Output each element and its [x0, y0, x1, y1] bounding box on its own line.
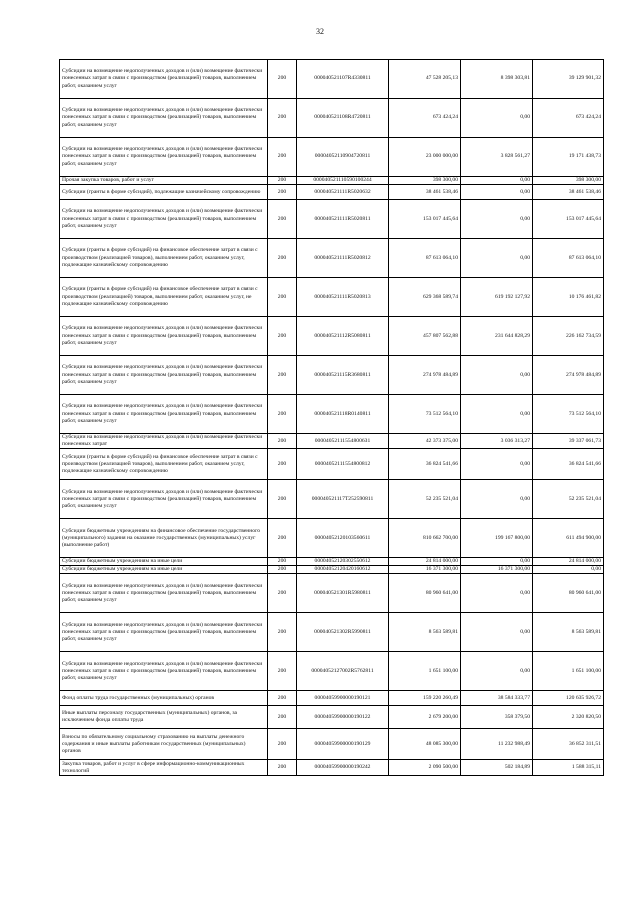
remaining-amount-cell: 226 162 734,59: [533, 317, 604, 356]
line-code-cell: 200: [268, 356, 297, 395]
approved-amount-cell: 398 300,00: [389, 177, 461, 185]
remaining-amount-cell: 36 852 311,51: [533, 729, 604, 760]
executed-amount-cell: 0,00: [461, 480, 533, 519]
expense-name-cell: Прочая закупка товаров, работ и услуг: [60, 177, 268, 185]
remaining-amount-cell: 39 129 901,32: [533, 60, 604, 99]
expense-name-cell: Субсидии на возмещение недополученных доходов и (или) возмещение фактически понесенных затрат в связи с производством (реализацией) товаров, выполнением работ, оказанием услуг: [60, 200, 268, 239]
expense-name-cell: Взносы по обязательному социальному страхованию на выплаты денежного содержания и иные выплаты работникам государственных (муниципальных) органов: [60, 729, 268, 760]
table-row: [60, 99, 604, 138]
budget-code-cell: 000040521111R5020813: [297, 278, 389, 317]
remaining-amount-cell: 673 424,24: [533, 99, 604, 138]
approved-amount-cell: 274 978 484,89: [389, 356, 461, 395]
remaining-amount-cell: 52 235 521,04: [533, 480, 604, 519]
table-row: [60, 317, 604, 356]
expense-name-cell: Субсидии на возмещение недополученных доходов и (или) возмещение фактически понесенных затрат в связи с производством (реализацией) товаров, выполнением работ, оказанием услуг: [60, 574, 268, 613]
table-row: [60, 177, 604, 185]
executed-amount-cell: 0,00: [461, 395, 533, 434]
executed-amount-cell: 0,00: [461, 239, 533, 278]
approved-amount-cell: 153 017 445,64: [389, 200, 461, 239]
executed-amount-cell: 0,00: [461, 356, 533, 395]
table-row: [60, 574, 604, 613]
executed-amount-cell: 619 192 127,92: [461, 278, 533, 317]
table-row: [60, 185, 604, 200]
expense-name-cell: Субсидии на возмещение недополученных доходов и (или) возмещение фактически понесенных затрат в связи с производством (реализацией) товаров, выполнением работ, оказанием услуг: [60, 138, 268, 177]
expense-name-cell: Субсидии на возмещение недополученных доходов и (или) возмещение фактически понесенных затрат в связи с производством (реализацией) товаров, выполнением работ, оказанием услуг: [60, 99, 268, 138]
page-number: 32: [316, 27, 324, 36]
line-code-cell: 200: [268, 691, 297, 706]
executed-amount-cell: 0,00: [461, 652, 533, 691]
line-code-cell: 200: [268, 434, 297, 449]
approved-amount-cell: 457 807 562,88: [389, 317, 461, 356]
executed-amount-cell: 0,00: [461, 574, 533, 613]
budget-code-cell: 000040521110590100244: [297, 177, 389, 185]
executed-amount-cell: 3 036 313,27: [461, 434, 533, 449]
budget-code-cell: 000040599000​00190242: [297, 760, 389, 776]
line-code-cell: 200: [268, 558, 297, 566]
table-row: [60, 434, 604, 449]
budget-code-cell: 000040521204201606​12: [297, 566, 389, 574]
approved-amount-cell: 23 000 000,00: [389, 138, 461, 177]
budget-code-cell: 000040521203025506​12: [297, 558, 389, 566]
remaining-amount-cell: 24 814 000,00: [533, 558, 604, 566]
executed-amount-cell: 0,00: [461, 177, 533, 185]
expense-name-cell: Субсидии на возмещение недополученных доходов и (или) возмещение фактически понесенных затрат в связи с производством (реализацией) товаров, выполнением работ, оказанием услуг: [60, 480, 268, 519]
table-row: [60, 558, 604, 566]
budget-code-cell: 000040521301R5980811: [297, 574, 389, 613]
expense-name-cell: Субсидии бюджетным учреждениям на иные цели: [60, 566, 268, 574]
line-code-cell: 200: [268, 60, 297, 99]
line-code-cell: 200: [268, 395, 297, 434]
remaining-amount-cell: 8 563 589,81: [533, 613, 604, 652]
remaining-amount-cell: 274 978 484,89: [533, 356, 604, 395]
line-code-cell: 200: [268, 200, 297, 239]
table-row: [60, 652, 604, 691]
line-code-cell: 200: [268, 99, 297, 138]
line-code-cell: 200: [268, 480, 297, 519]
executed-amount-cell: 358 379,50: [461, 706, 533, 729]
table-row: [60, 729, 604, 760]
expense-name-cell: Субсидии на возмещение недополученных доходов и (или) возмещение фактически понесенных затрат в связи с производством (реализацией) товаров, выполнением работ, оказанием услуг: [60, 60, 268, 99]
approved-amount-cell: 80 960 641,00: [389, 574, 461, 613]
line-code-cell: 200: [268, 574, 297, 613]
table-row: [60, 480, 604, 519]
remaining-amount-cell: 80 960 641,00: [533, 574, 604, 613]
executed-amount-cell: 0,00: [461, 185, 533, 200]
budget-code-cell: 000040521111R5020811: [297, 200, 389, 239]
approved-amount-cell: 42 373 375,00: [389, 434, 461, 449]
remaining-amount-cell: 2 320 820,50: [533, 706, 604, 729]
executed-amount-cell: 502 184,89: [461, 760, 533, 776]
expense-name-cell: Закупка товаров, работ и услуг в сфере информационно-коммуникационных технологий: [60, 760, 268, 776]
approved-amount-cell: 673 424,24: [389, 99, 461, 138]
line-code-cell: 200: [268, 185, 297, 200]
budget-code-cell: 000040521115R3680811: [297, 356, 389, 395]
remaining-amount-cell: 38 461 538,46: [533, 185, 604, 200]
budget-code-cell: 000040521118R0140811: [297, 395, 389, 434]
remaining-amount-cell: 120 635 926,72: [533, 691, 604, 706]
table-row: [60, 356, 604, 395]
approved-amount-cell: 73 512 564,10: [389, 395, 461, 434]
line-code-cell: 200: [268, 317, 297, 356]
approved-amount-cell: 629 368 589,74: [389, 278, 461, 317]
budget-code-cell: 000040599000​00190129: [297, 729, 389, 760]
executed-amount-cell: 0,00: [461, 449, 533, 480]
line-code-cell: 200: [268, 760, 297, 776]
line-code-cell: 200: [268, 519, 297, 558]
executed-amount-cell: 8 398 303,81: [461, 60, 533, 99]
approved-amount-cell: 2 679 200,00: [389, 706, 461, 729]
approved-amount-cell: 24 814 000,00: [389, 558, 461, 566]
line-code-cell: 200: [268, 449, 297, 480]
approved-amount-cell: 810 662 700,00: [389, 519, 461, 558]
executed-amount-cell: 16 371 300,00: [461, 566, 533, 574]
table-row: [60, 760, 604, 776]
remaining-amount-cell: 87 613 064,10: [533, 239, 604, 278]
remaining-amount-cell: 19 171 438,73: [533, 138, 604, 177]
approved-amount-cell: 16 371 300,00: [389, 566, 461, 574]
remaining-amount-cell: 611 494 900,00: [533, 519, 604, 558]
expense-name-cell: Субсидии бюджетным учреждениям на иные цели: [60, 558, 268, 566]
expense-name-cell: Фонд оплаты труда государственных (муниципальных) органов: [60, 691, 268, 706]
table-row: [60, 449, 604, 480]
table-row: [60, 566, 604, 574]
remaining-amount-cell: 10 176 461,82: [533, 278, 604, 317]
approved-amount-cell: 47 528 205,13: [389, 60, 461, 99]
budget-code-cell: 000040521201035606​11: [297, 519, 389, 558]
executed-amount-cell: 199 167 800,00: [461, 519, 533, 558]
table-row: [60, 239, 604, 278]
executed-amount-cell: 231 644 828,29: [461, 317, 533, 356]
budget-code-cell: 000040521115548006З1: [297, 434, 389, 449]
expense-name-cell: Субсидии на возмещение недополученных доходов и (или) возмещение фактически понесенных затрат в связи с производством (реализацией) товаров, выполнением работ, оказанием услуг: [60, 356, 268, 395]
table-row: [60, 278, 604, 317]
budget-code-cell: 000040521115548008​12: [297, 449, 389, 480]
remaining-amount-cell: 0,00: [533, 566, 604, 574]
executed-amount-cell: 0,00: [461, 200, 533, 239]
table-row: [60, 691, 604, 706]
expense-name-cell: Субсидии (гранты в форме субсидий) на финансовое обеспечение затрат в связи с производством (реализацией товаров), выполнением работ, оказанием услуг, подлежащие казначейскому сопровождению: [60, 449, 268, 480]
budget-code-cell: 000040521109047208​11: [297, 138, 389, 177]
budget-code-cell: 000040521111R5020632: [297, 185, 389, 200]
line-code-cell: 200: [268, 566, 297, 574]
executed-amount-cell: 0,00: [461, 99, 533, 138]
table-row: [60, 200, 604, 239]
expense-name-cell: Иные выплаты персоналу государственных (муниципальных) органов, за исключением фонда оплаты труда: [60, 706, 268, 729]
table-body: [60, 60, 604, 776]
table-row: [60, 613, 604, 652]
line-code-cell: 200: [268, 138, 297, 177]
approved-amount-cell: 87 613 064,10: [389, 239, 461, 278]
remaining-amount-cell: 36 824 541,66: [533, 449, 604, 480]
table-row: [60, 395, 604, 434]
executed-amount-cell: 3 828 561,27: [461, 138, 533, 177]
approved-amount-cell: 8 563 589,81: [389, 613, 461, 652]
table-row: [60, 706, 604, 729]
remaining-amount-cell: 1 651 100,00: [533, 652, 604, 691]
budget-code-cell: 000040521111R5020812: [297, 239, 389, 278]
budget-code-cell: 000040521302R5990811: [297, 613, 389, 652]
expense-name-cell: Субсидии на возмещение недополученных доходов и (или) возмещение фактически понесенных затрат в связи с производством (реализацией) товаров, выполнением работ, оказанием услуг: [60, 613, 268, 652]
expense-name-cell: Субсидии (гранты в форме субсидий) на финансовое обеспечение затрат в связи с производством (реализацией) товаров, выполнением работ, оказанием услуг, не подлежащие казначейскому сопровождению: [60, 278, 268, 317]
line-code-cell: 200: [268, 729, 297, 760]
expense-name-cell: Субсидии на возмещение недополученных доходов и (или) возмещение фактически понесенных затрат в связи с производством (реализацией) товаров, выполнением работ, оказанием услуг: [60, 317, 268, 356]
budget-code-cell: 000040521107R4330811: [297, 60, 389, 99]
line-code-cell: 200: [268, 706, 297, 729]
line-code-cell: 200: [268, 613, 297, 652]
remaining-amount-cell: 153 017 445,64: [533, 200, 604, 239]
expense-name-cell: Субсидии на возмещение недополученных доходов и (или) возмещение фактически понесенных затрат в связи с производством (реализацией) товаров, выполнением работ, оказанием услуг: [60, 652, 268, 691]
expense-name-cell: Субсидии на возмещение недополученных доходов и (или) возмещение фактически понесенных затрат в связи с производством (реализацией) товаров, выполнением работ, оказанием услуг: [60, 395, 268, 434]
remaining-amount-cell: 1 588 315,11: [533, 760, 604, 776]
approved-amount-cell: 48 085 300,00: [389, 729, 461, 760]
budget-code-cell: 000040521117Т252590811: [297, 480, 389, 519]
remaining-amount-cell: 39 337 061,73: [533, 434, 604, 449]
table-row: [60, 138, 604, 177]
line-code-cell: 200: [268, 239, 297, 278]
expense-name-cell: Субсидии бюджетным учреждениям на финансовое обеспечение государственного (муниципального) задания на оказание государственных (муниципальных) услуг (выполнение работ): [60, 519, 268, 558]
approved-amount-cell: 36 824 541,66: [389, 449, 461, 480]
approved-amount-cell: 159 220 260,49: [389, 691, 461, 706]
budget-execution-table: [59, 59, 604, 776]
budget-code-cell: 000040599000​00190122: [297, 706, 389, 729]
table-row: [60, 519, 604, 558]
budget-code-cell: 000040521270​02R5762811: [297, 652, 389, 691]
approved-amount-cell: 2 090 500,00: [389, 760, 461, 776]
budget-code-cell: 000040521112R5080811: [297, 317, 389, 356]
executed-amount-cell: 0,00: [461, 558, 533, 566]
approved-amount-cell: 38 461 538,46: [389, 185, 461, 200]
line-code-cell: 200: [268, 177, 297, 185]
line-code-cell: 200: [268, 652, 297, 691]
executed-amount-cell: 38 584 333,77: [461, 691, 533, 706]
remaining-amount-cell: 73 512 564,10: [533, 395, 604, 434]
expense-name-cell: Субсидии (гранты в форме субсидий), подлежащие казначейскому сопровождению: [60, 185, 268, 200]
budget-code-cell: 000040599000​00190121: [297, 691, 389, 706]
table-row: [60, 60, 604, 99]
approved-amount-cell: 1 651 100,00: [389, 652, 461, 691]
remaining-amount-cell: 398 300,00: [533, 177, 604, 185]
executed-amount-cell: 0,00: [461, 613, 533, 652]
approved-amount-cell: 52 235 521,04: [389, 480, 461, 519]
budget-code-cell: 000040521108R4720811: [297, 99, 389, 138]
expense-name-cell: Субсидии на возмещение недополученных доходов и (или) возмещение фактически понесенных затрат: [60, 434, 268, 449]
line-code-cell: 200: [268, 278, 297, 317]
expense-name-cell: Субсидии (гранты в форме субсидий) на финансовое обеспечение затрат в связи с производством (реализацией товаров), выполнением работ, оказанием услуг, подлежащие казначейскому сопровождению: [60, 239, 268, 278]
executed-amount-cell: 11 232 988,49: [461, 729, 533, 760]
